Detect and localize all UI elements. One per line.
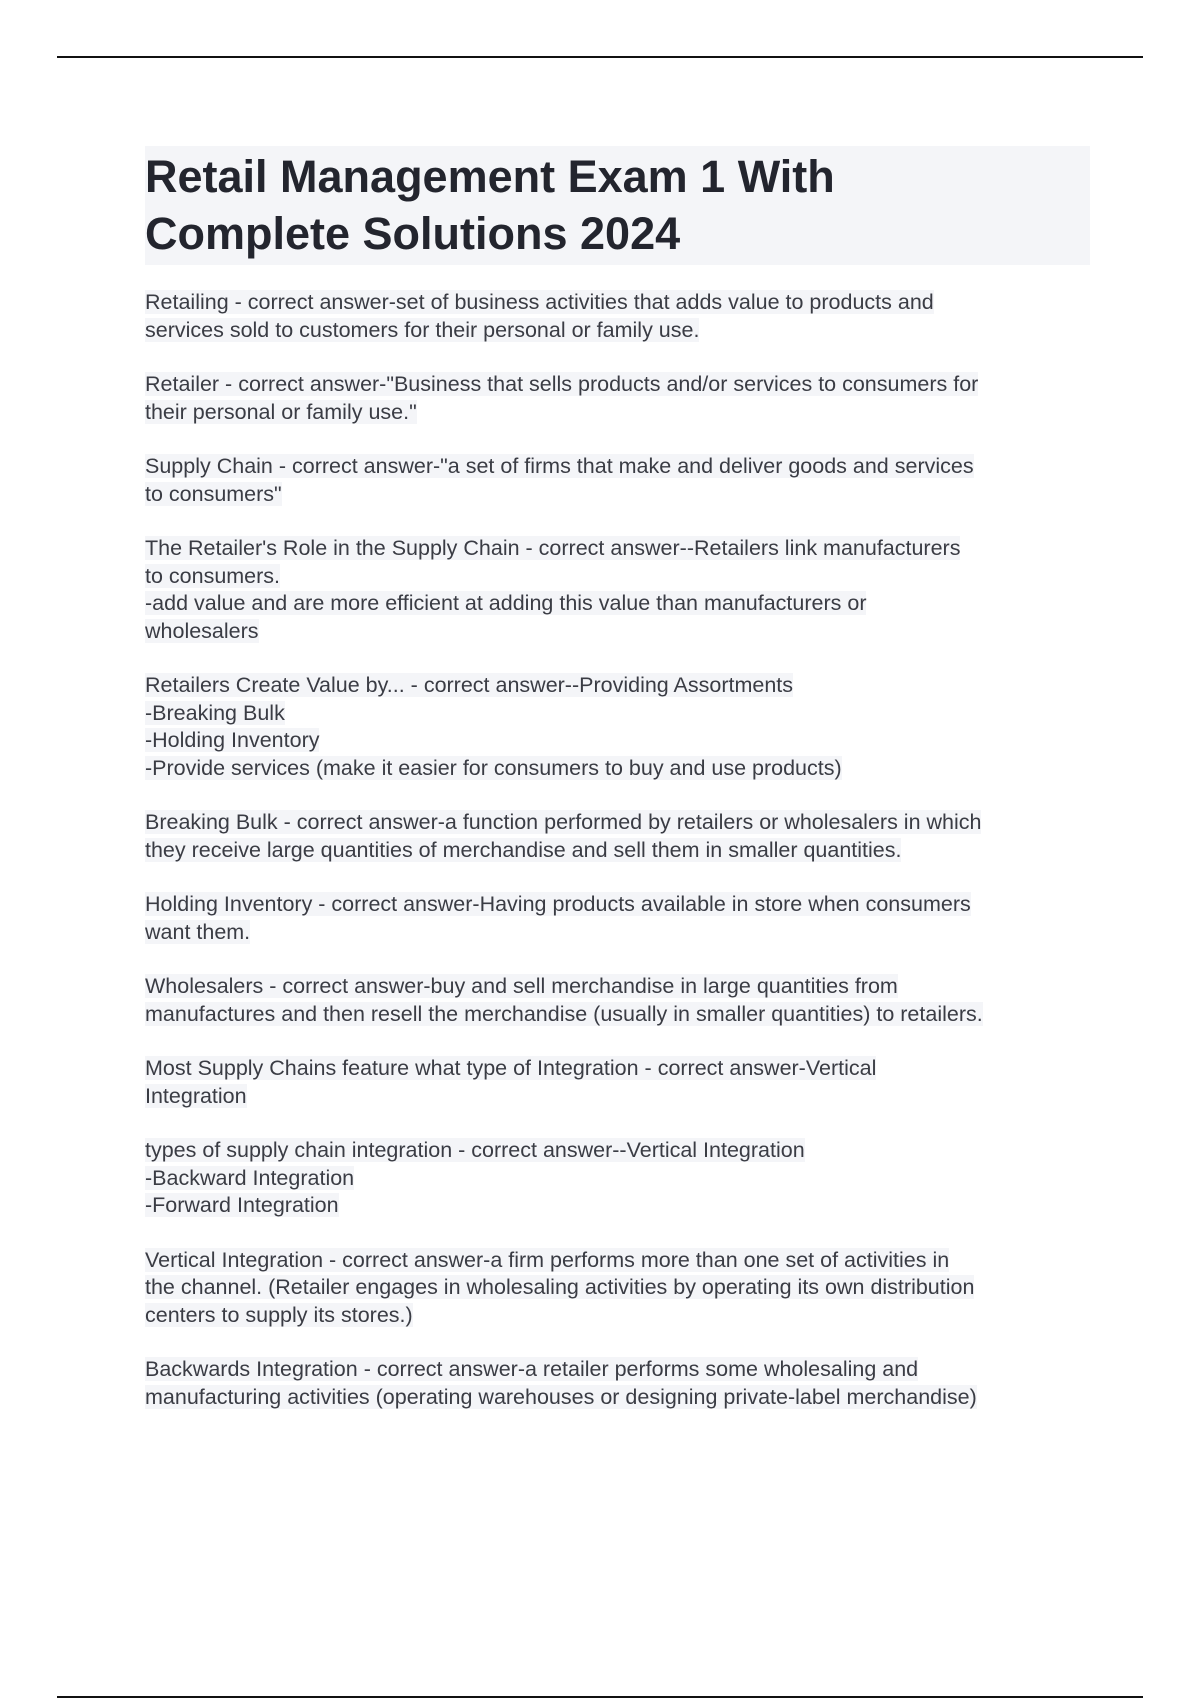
qa-entry-text: -Backward Integration bbox=[145, 1165, 355, 1190]
qa-entry-line bbox=[145, 371, 1090, 399]
qa-entry bbox=[145, 453, 1090, 508]
qa-entry-line bbox=[145, 399, 1090, 427]
qa-entry bbox=[145, 1137, 1090, 1220]
qa-entry-text: they receive large quantities of merchandise and sell them in smaller quantities. bbox=[145, 837, 902, 862]
qa-entry bbox=[145, 891, 1090, 946]
qa-entry-line bbox=[145, 535, 1090, 563]
qa-entry-line bbox=[145, 317, 1090, 345]
qa-entry-text: -Forward Integration bbox=[145, 1193, 339, 1217]
qa-entry bbox=[145, 371, 1090, 426]
bottom-rule bbox=[57, 1696, 1143, 1698]
qa-entry-text: centers to supply its stores.) bbox=[145, 1302, 413, 1327]
qa-entry-line bbox=[145, 672, 1090, 700]
qa-entry-line bbox=[145, 1274, 1090, 1302]
title-block bbox=[145, 146, 1090, 265]
qa-entry-text: The Retailer's Role in the Supply Chain - correct answer--Retailers link manufacturers bbox=[145, 536, 961, 560]
qa-entry bbox=[145, 1356, 1090, 1411]
qa-entry-line bbox=[145, 1001, 1090, 1029]
qa-entry-line bbox=[145, 1356, 1090, 1384]
qa-entry-text: Retailing - correct answer-set of business activities that adds value to products and bbox=[145, 290, 934, 314]
qa-entry-text: to consumers. bbox=[145, 563, 281, 588]
qa-entry-text: Retailers Create Value by... - correct answer--Providing Assortments bbox=[145, 673, 794, 697]
qa-entry-text: Breaking Bulk - correct answer-a function performed by retailers or wholesalers in which bbox=[145, 810, 982, 834]
title-line-1: Retail Management Exam 1 With bbox=[145, 151, 835, 202]
qa-entry-line bbox=[145, 1083, 1090, 1111]
qa-entry-text: -Breaking Bulk bbox=[145, 700, 285, 725]
qa-entry-line bbox=[145, 453, 1090, 481]
qa-entry-line bbox=[145, 618, 1090, 646]
qa-entry-text: Backwards Integration - correct answer-a retailer performs some wholesaling and bbox=[145, 1357, 919, 1381]
qa-entry-line bbox=[145, 1165, 1090, 1193]
qa-entry bbox=[145, 535, 1090, 645]
qa-entry-line bbox=[145, 1302, 1090, 1330]
top-rule bbox=[57, 56, 1143, 58]
qa-entry-text: Retailer - correct answer-"Business that sells products and/or services to consumers for bbox=[145, 372, 979, 396]
qa-entry-text: -Holding Inventory bbox=[145, 728, 320, 752]
qa-entry-line bbox=[145, 755, 1090, 783]
qa-entry-line bbox=[145, 1384, 1090, 1412]
page-title bbox=[145, 146, 1084, 265]
qa-entry-text: Vertical Integration - correct answer-a firm performs more than one set of activities in bbox=[145, 1247, 950, 1272]
qa-entry-line bbox=[145, 590, 1090, 618]
qa-entry bbox=[145, 672, 1090, 782]
qa-entry-line bbox=[145, 700, 1090, 728]
qa-entry-text: -add value and are more efficient at adding this value than manufacturers or bbox=[145, 591, 867, 615]
qa-entry bbox=[145, 973, 1090, 1028]
qa-entry bbox=[145, 1055, 1090, 1110]
qa-entry-text: wholesalers bbox=[145, 618, 259, 643]
qa-entry-line bbox=[145, 919, 1090, 947]
qa-entry-line bbox=[145, 1137, 1090, 1165]
qa-entry-line bbox=[145, 1055, 1090, 1083]
qa-entry bbox=[145, 289, 1090, 344]
title-line-2: Complete Solutions 2024 bbox=[145, 208, 681, 259]
qa-entry-text: services sold to customers for their personal or family use. bbox=[145, 317, 700, 342]
qa-entry-line bbox=[145, 727, 1090, 755]
qa-entry-text: -Provide services (make it easier for consumers to buy and use products) bbox=[145, 755, 842, 780]
qa-entry-line bbox=[145, 891, 1090, 919]
document-body bbox=[145, 146, 1090, 1438]
qa-entry-line bbox=[145, 809, 1090, 837]
qa-entry-text: the channel. (Retailer engages in wholesaling activities by operating its own distribution bbox=[145, 1275, 975, 1299]
qa-entry-text: manufacturing activities (operating warehouses or designing private-label merchandise) bbox=[145, 1384, 977, 1409]
qa-entry bbox=[145, 809, 1090, 864]
qa-entry-line bbox=[145, 1192, 1090, 1220]
qa-entry-text: types of supply chain integration - correct answer--Vertical Integration bbox=[145, 1138, 805, 1162]
qa-entry-text: Wholesalers - correct answer-buy and sell merchandise in large quantities from bbox=[145, 974, 898, 998]
qa-entry bbox=[145, 1247, 1090, 1330]
qa-entry-text: Supply Chain - correct answer-"a set of firms that make and deliver goods and services bbox=[145, 454, 974, 478]
qa-entry-line bbox=[145, 481, 1090, 509]
qa-entry-text: want them. bbox=[145, 919, 251, 944]
qa-entry-text: Most Supply Chains feature what type of Integration - correct answer-Vertical bbox=[145, 1056, 877, 1080]
qa-entry-line bbox=[145, 289, 1090, 317]
qa-entry-text: to consumers" bbox=[145, 481, 282, 506]
qa-entry-text: Holding Inventory - correct answer-Having products available in store when consumers bbox=[145, 892, 971, 916]
qa-entry-text: their personal or family use." bbox=[145, 399, 417, 424]
qa-entry-line bbox=[145, 563, 1090, 591]
qa-entry-line bbox=[145, 973, 1090, 1001]
qa-entries bbox=[145, 289, 1090, 1411]
qa-entry-text: manufactures and then resell the merchandise (usually in smaller quantities) to retailers. bbox=[145, 1001, 983, 1026]
qa-entry-line bbox=[145, 837, 1090, 865]
qa-entry-line bbox=[145, 1247, 1090, 1275]
qa-entry-text: Integration bbox=[145, 1083, 247, 1108]
